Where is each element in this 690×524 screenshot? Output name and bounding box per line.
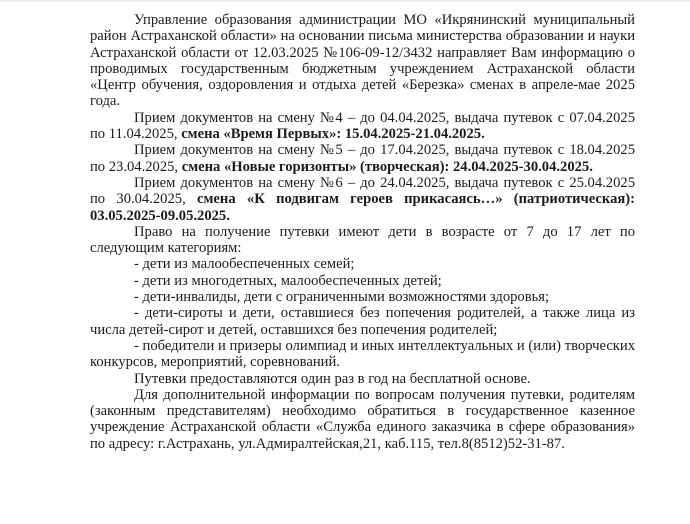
category-item: - дети-сироты и дети, оставшиеся без попечения родителей, а также лица из числа детей-сирот и детей, оставшихся без попечения родителей; (90, 305, 635, 338)
shift-5-paragraph (90, 142, 635, 175)
shift-4-text: Прием документов на смену №4 – до 04.04.2025, выдача путевок с 07.04.2025 по 11.04.2025, (90, 109, 635, 143)
contact-paragraph: Для дополнительной информации по вопросам получения путевки, родителям (законным представителям) необходимо обратиться в государственное казенное учреждение Астраханской области «Служба единого заказчика в сфере образования» по адресу: г.Астрахань, ул.Адмиралтейская,21, каб.115, тел.8(8512)52-31-87. (90, 386, 635, 452)
shift-4-paragraph (90, 110, 635, 143)
shift-4-dates: смена «Время Первых»: 15.04.2025-21.04.2025. (181, 126, 485, 143)
category-item: - дети из многодетных, малообеспеченных детей; (134, 272, 442, 289)
category-item: - дети-инвалиды, дети с ограниченными возможностями здоровья; (134, 289, 550, 306)
eligibility-paragraph: Право на получение путевки имеют дети в возрасте от 7 до 17 лет по следующим категориям: (90, 223, 635, 257)
free-note-paragraph: Путевки предоставляются один раз в год на бесплатной основе. (134, 370, 531, 387)
intro-paragraph: Управление образования администрации МО «Икрянинский муниципальный район Астраханской области» на основании письма министерства образовании и науки Астраханской области от 12.03.2025 №106-09-12/3432 направляет Вам информацию о проводимых государственным бюджетным учреждением Астраханской области «Центр обучения, оздоровления и отдыха детей «Березка» сменах в апреле-мае 2025 года. (90, 12, 635, 110)
shift-6-paragraph (90, 175, 635, 224)
category-item: - победители и призеры олимпиад и иных интеллектуальных и (или) творческих конкурсов, мероприятий, соревнований. (90, 337, 635, 371)
document-body (90, 12, 635, 452)
shift-5-text: Прием документов на смену №5 – до 17.04.2025, выдача путевок с 18.04.2025 по 23.04.2025, (90, 142, 635, 175)
scan-edge (0, 0, 690, 3)
shift-6-dates: смена «К подвигам героев прикасаясь…» (патриотическая): 03.05.2025-09.05.2025. (90, 191, 635, 224)
category-item: - дети из малообеспеченных семей; (134, 256, 355, 273)
shift-5-dates: смена «Новые горизонты» (творческая): 24.04.2025-30.04.2025. (181, 158, 593, 175)
shift-6-text: Прием документов на смену №6 – до 24.04.2025, выдача путевок с 25.04.2025 по 30.04.2025, (90, 174, 635, 208)
